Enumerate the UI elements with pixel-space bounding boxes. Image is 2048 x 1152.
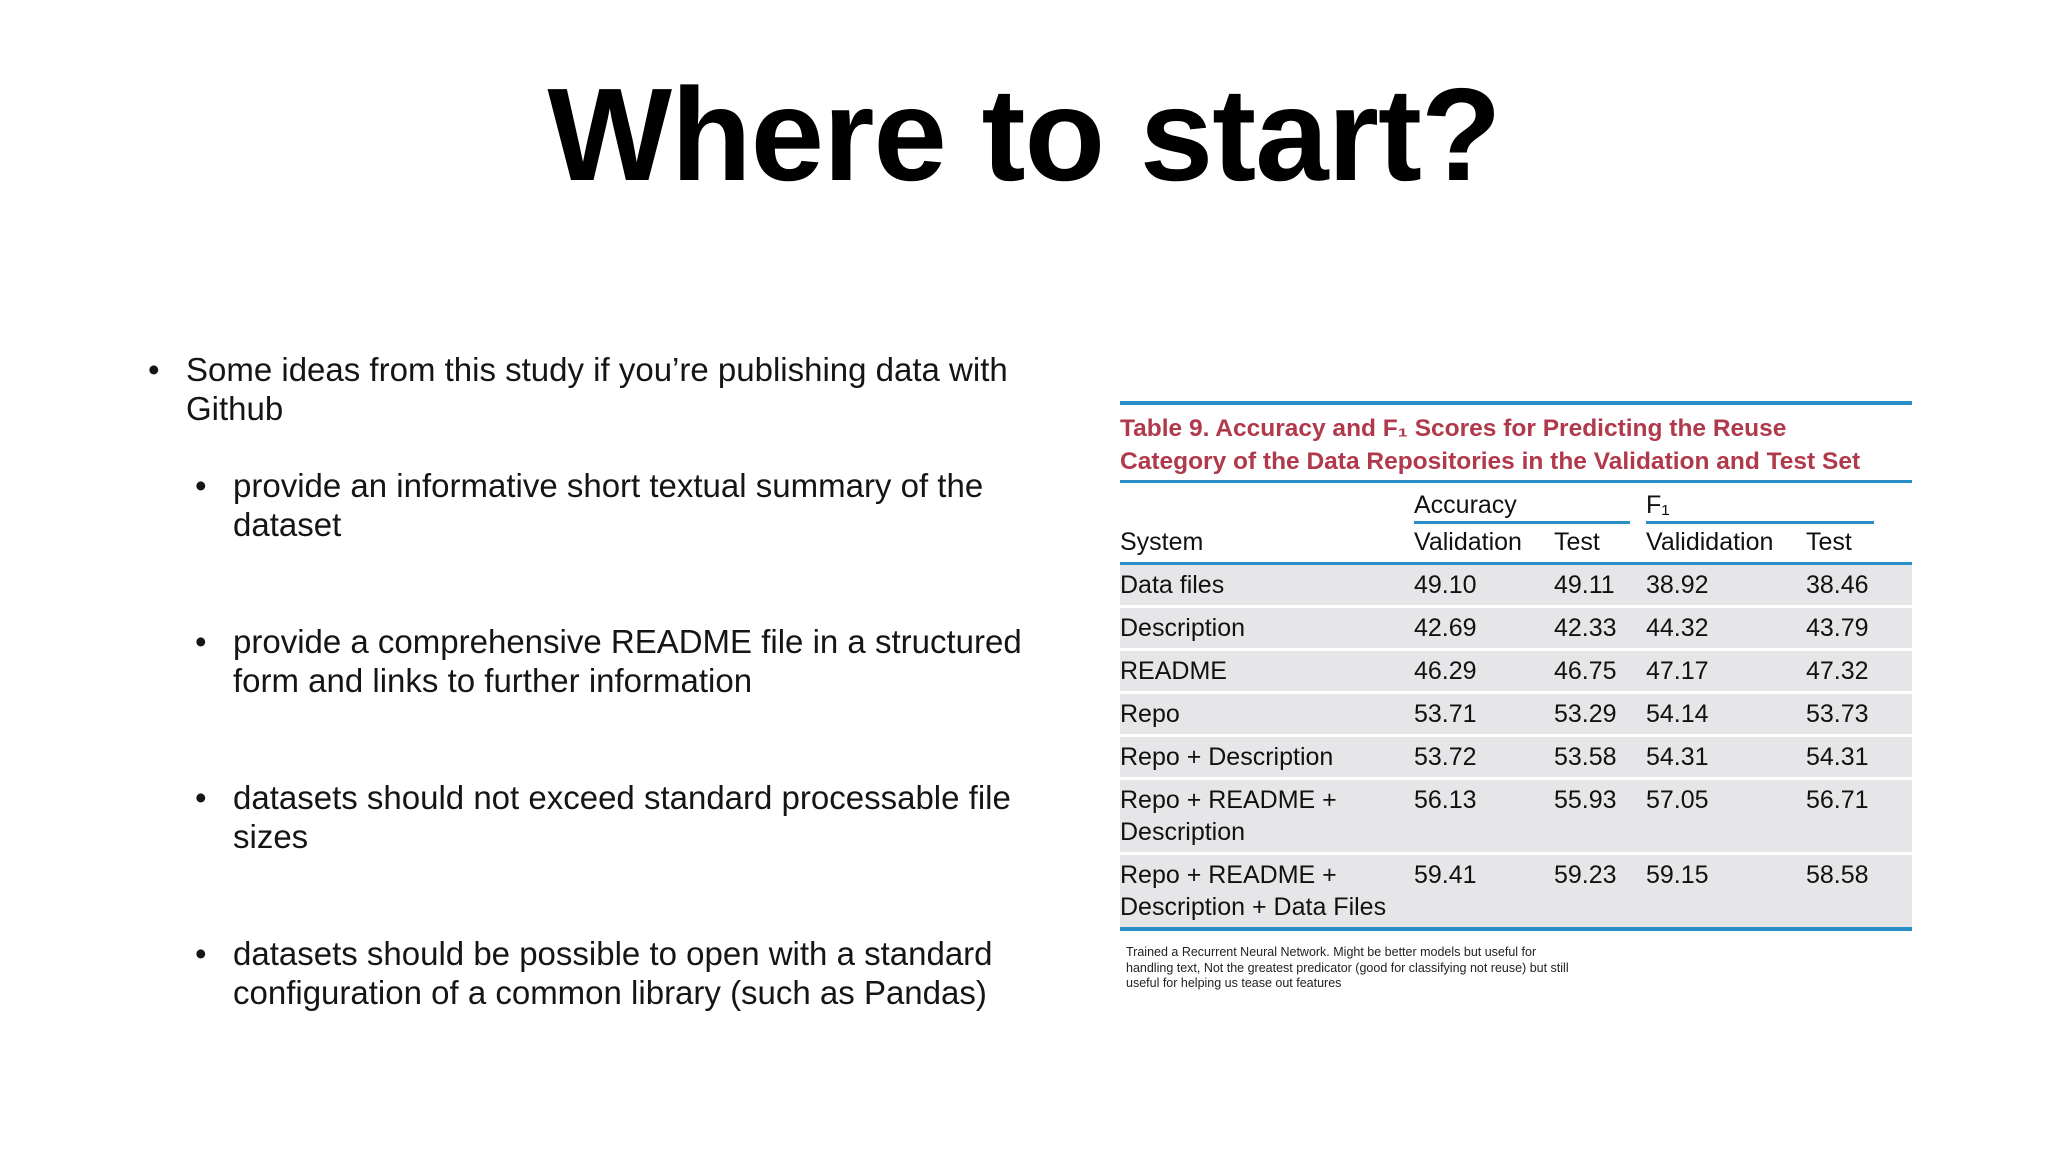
cell-f1-test: 47.32 <box>1806 650 1912 693</box>
table-caption <box>1120 405 1912 480</box>
sub-bullet-item <box>148 778 1028 856</box>
table-row <box>1120 565 1912 607</box>
cell-f1-validation: 47.17 <box>1646 650 1806 693</box>
bullet-dot: • <box>195 467 207 504</box>
cell-f1-validation: 59.15 <box>1646 854 1806 928</box>
table-footnote: Trained a Recurrent Neural Network. Might be better models but useful for handling text, Not the greatest predicator (good for classifying not reuse) but still useful for helping us tease out features <box>1126 945 1569 990</box>
bullet-text: datasets should be possible to open with a standard configuration of a common library (such as Pandas) <box>233 935 993 1011</box>
cell-accuracy-test: 42.33 <box>1554 607 1646 650</box>
cell-accuracy-test: 53.29 <box>1554 693 1646 736</box>
table-row <box>1120 607 1912 650</box>
cell-f1-validation: 57.05 <box>1646 779 1806 854</box>
cell-accuracy-validation: 53.72 <box>1414 736 1554 779</box>
column-header-f1-test: Test <box>1806 528 1852 556</box>
cell-accuracy-test: 53.58 <box>1554 736 1646 779</box>
bullet-dot: • <box>195 935 207 972</box>
sub-bullet-item <box>148 622 1028 700</box>
cell-system: Data files <box>1120 565 1414 607</box>
cell-f1-test: 54.31 <box>1806 736 1912 779</box>
column-header-accuracy-validation: Validation <box>1414 528 1522 556</box>
cell-accuracy-validation: 49.10 <box>1414 565 1554 607</box>
group-header-accuracy: Accuracy <box>1414 491 1517 519</box>
cell-system: Repo <box>1120 693 1414 736</box>
column-header-accuracy-test: Test <box>1554 528 1600 556</box>
bullet-text: Some ideas from this study if you’re publishing data with Github <box>186 351 1008 427</box>
results-table-figure <box>1120 401 1912 992</box>
table-row <box>1120 650 1912 693</box>
cell-f1-validation: 54.14 <box>1646 693 1806 736</box>
table-column-header <box>1120 523 1912 562</box>
cell-accuracy-test: 59.23 <box>1554 854 1646 928</box>
cell-accuracy-validation: 56.13 <box>1414 779 1554 854</box>
slide-title: Where to start? <box>547 61 1501 208</box>
cell-accuracy-test: 46.75 <box>1554 650 1646 693</box>
cell-f1-validation: 54.31 <box>1646 736 1806 779</box>
results-table <box>1120 565 1912 927</box>
sub-bullet-item <box>148 466 1028 544</box>
table-group-header <box>1120 483 1912 523</box>
table-row <box>1120 779 1912 854</box>
bullet-item <box>148 350 1028 428</box>
cell-f1-test: 43.79 <box>1806 607 1912 650</box>
cell-accuracy-validation: 59.41 <box>1414 854 1554 928</box>
cell-system: Repo + Description <box>1120 736 1414 779</box>
cell-accuracy-validation: 53.71 <box>1414 693 1554 736</box>
bullet-text: provide an informative short textual summary of the dataset <box>233 467 984 543</box>
cell-accuracy-test: 49.11 <box>1554 565 1646 607</box>
cell-system: Repo + README + Description + Data Files <box>1120 854 1414 928</box>
cell-f1-validation: 38.92 <box>1646 565 1806 607</box>
cell-accuracy-test: 55.93 <box>1554 779 1646 854</box>
cell-f1-test: 58.58 <box>1806 854 1912 928</box>
cell-f1-test: 56.71 <box>1806 779 1912 854</box>
cell-system: Repo + README + Description <box>1120 779 1414 854</box>
bullet-dot: • <box>195 623 207 660</box>
bullet-text: datasets should not exceed standard processable file sizes <box>233 779 1011 855</box>
bullet-list <box>148 350 1028 1012</box>
column-header-system: System <box>1120 528 1204 556</box>
bullet-text: provide a comprehensive README file in a structured form and links to further information <box>233 623 1022 699</box>
cell-f1-test: 53.73 <box>1806 693 1912 736</box>
table-body <box>1120 565 1912 927</box>
table-caption-line-2: Category of the Data Repositories in the Validation and Test Set <box>1120 448 1861 475</box>
cell-f1-validation: 44.32 <box>1646 607 1806 650</box>
table-caption-line-1: Table 9. Accuracy and F₁ Scores for Predicting the Reuse <box>1120 415 1787 442</box>
sub-bullet-item <box>148 934 1028 1012</box>
cell-accuracy-validation: 42.69 <box>1414 607 1554 650</box>
table-row <box>1120 693 1912 736</box>
cell-f1-test: 38.46 <box>1806 565 1912 607</box>
table-row <box>1120 736 1912 779</box>
cell-accuracy-validation: 46.29 <box>1414 650 1554 693</box>
group-header-f1: F₁ <box>1646 491 1670 519</box>
cell-system: README <box>1120 650 1414 693</box>
cell-system: Description <box>1120 607 1414 650</box>
table-row <box>1120 854 1912 928</box>
bullet-dot: • <box>148 351 160 388</box>
table-bottom-rule <box>1120 927 1912 931</box>
column-header-f1-validation: Valididation <box>1646 528 1774 556</box>
bullet-dot: • <box>195 779 207 816</box>
